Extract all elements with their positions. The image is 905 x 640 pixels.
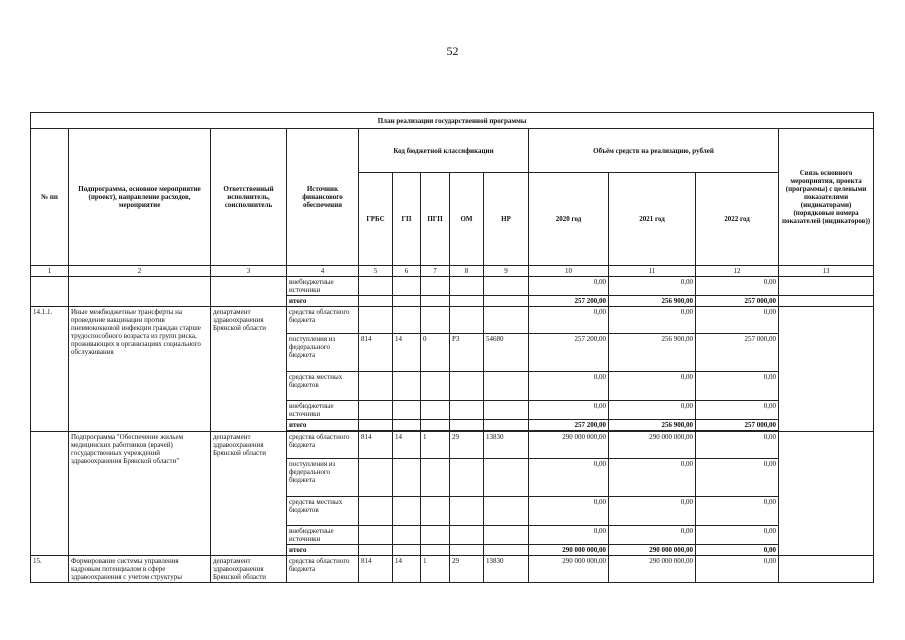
table-row: итого 290 000 000,00 290 000 000,00 0,00 [31, 545, 874, 556]
row-name: Иные межбюджетные трансферты на проведение вакцинации против пневмококковой инфекции граждан старше трудоспособного возраста из групп риска, проживающих в организациях социального обслуживания [69, 307, 211, 432]
table-row: Подпрограмма "Обеспечение жильем медицинских работников (врачей) государственных учреждений здравоохранения Брянской области" департамент здравоохранения Брянской области средства областного бюджета 814 14 1 29 13830 290 000 000,00 290 000 000,00 0,00 [31, 432, 874, 459]
header-nr: НР [484, 173, 529, 266]
header-name: Подпрограмма, основное мероприятие (проект), направление расходов, мероприятие [69, 129, 211, 266]
header-source: Источник финансового обеспечения [287, 129, 359, 266]
table-title: План реализации государственной программы [31, 113, 874, 129]
row-responsible: департамент здравоохранения Брянской области [211, 307, 287, 432]
header-kbk-group: Код бюджетной классификации [359, 129, 529, 173]
table-row: внебюджетные источники 0,00 0,00 0,00 [31, 526, 874, 545]
table-row: внебюджетные источники 0,00 0,00 0,00 [31, 277, 874, 296]
program-plan-table [30, 112, 874, 583]
header-link: Связь основного мероприятия, проекта (программы) с целевыми показателями (индикаторами) (порядковые номера показателей (индикаторов)) [779, 129, 874, 266]
table-row: 14.1.1. Иные межбюджетные трансферты на проведение вакцинации против пневмококковой инфекции граждан старше трудоспособного возраста из групп риска, проживающих в организациях социального обслуживания департамент здравоохранения Брянской области средства областного бюджета 0,00 0,00 0,00 [31, 307, 874, 334]
column-numbers-row: 1 2 3 4 5 6 7 8 9 10 11 12 13 [31, 266, 874, 277]
header-pgp: ПГП [421, 173, 450, 266]
row-responsible: департамент здравоохранения Брянской области [211, 432, 287, 556]
table-row: итого 257 200,00 256 900,00 257 000,00 [31, 296, 874, 307]
table-row: 15. Формирование системы управления кадровым потенциалом в сфере здравоохранения с учетом структуры департамент здравоохранения Брянской области средства областного бюджета 814 14 1 29 13830 290 000 000,00 290 000 000,00 0,00 [31, 556, 874, 583]
table-row: внебюджетные источники 0,00 0,00 0,00 [31, 401, 874, 420]
header-om: ОМ [450, 173, 484, 266]
row-responsible: департамент здравоохранения Брянской области [211, 556, 287, 583]
header-gp: ГП [393, 173, 421, 266]
table-row: средства местных бюджетов 0,00 0,00 0,00 [31, 372, 874, 401]
table-row: итого 257 200,00 256 900,00 257 000,00 [31, 420, 874, 431]
row-name: Формирование системы управления кадровым потенциалом в сфере здравоохранения с учетом структуры [69, 556, 211, 583]
header-year-2021: 2021 год [609, 173, 696, 266]
header-grbs: ГРБС [359, 173, 393, 266]
row-number: 14.1.1. [31, 307, 69, 432]
table-row: средства местных бюджетов 0,00 0,00 0,00 [31, 497, 874, 526]
header-year-2022: 2022 год [696, 173, 779, 266]
table-row: поступления из федерального бюджета 814 14 0 Р3 54680 257 200,00 256 900,00 257 000,00 [31, 334, 874, 372]
row-number: 15. [31, 556, 69, 583]
table-row: поступления из федерального бюджета 0,00 0,00 0,00 [31, 459, 874, 497]
row-name: Подпрограмма "Обеспечение жильем медицинских работников (врачей) государственных учреждений здравоохранения Брянской области" [69, 432, 211, 556]
header-volume-group: Объём средств на реализацию, рублей [529, 129, 779, 173]
header-no: № пп [31, 129, 69, 266]
header-year-2020: 2020 год [529, 173, 609, 266]
page-number: 52 [446, 44, 459, 58]
header-responsible: Ответственный исполнитель, соисполнитель [211, 129, 287, 266]
